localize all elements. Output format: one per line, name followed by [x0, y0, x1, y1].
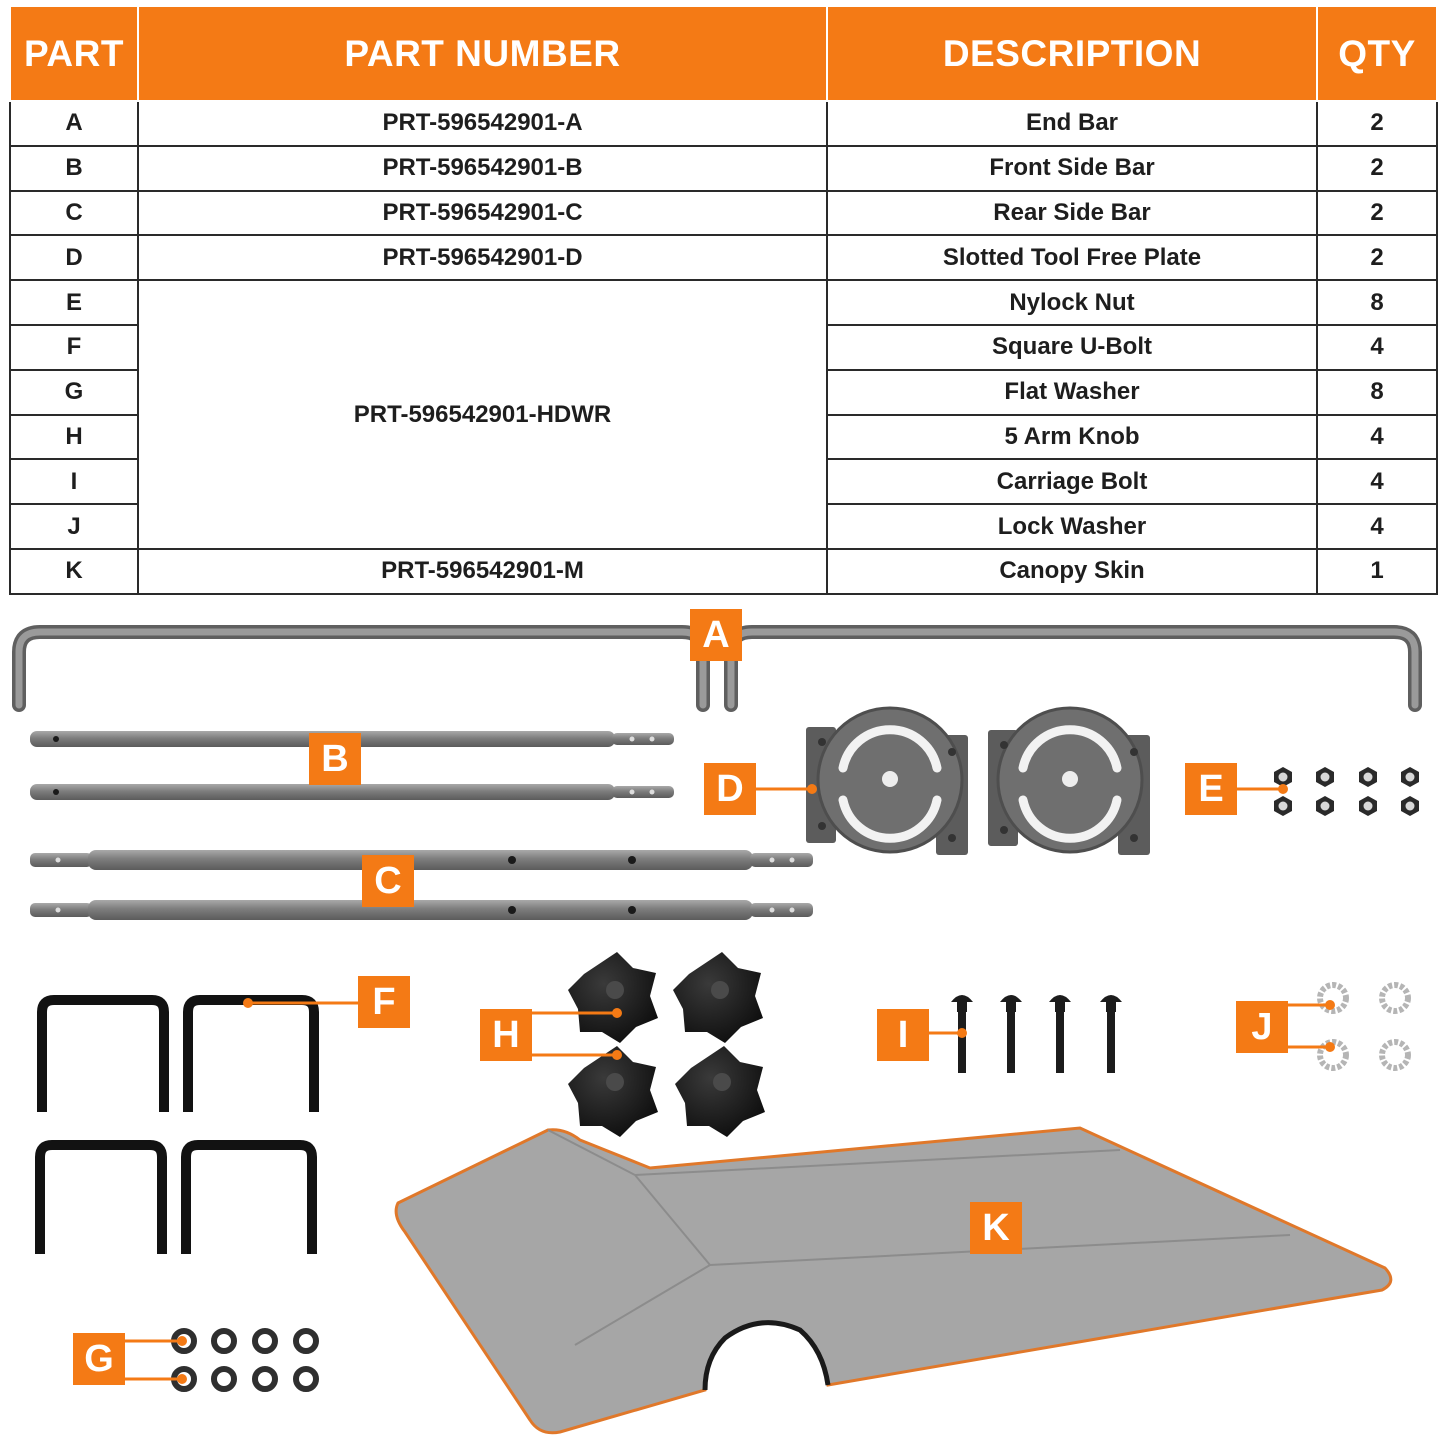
cell-qty: 8: [1317, 280, 1437, 325]
label-j: J: [1236, 1001, 1288, 1053]
cell-description: Slotted Tool Free Plate: [827, 235, 1317, 280]
slotted-plate-2: [988, 708, 1150, 855]
cell-part: G: [10, 370, 138, 415]
nylock-nut: [1274, 796, 1292, 816]
cell-part-number: PRT-596542901-A: [138, 101, 827, 146]
flat-washer: [255, 1331, 275, 1351]
cell-description: Flat Washer: [827, 370, 1317, 415]
cell-description: Canopy Skin: [827, 549, 1317, 594]
arm-knob: [673, 952, 763, 1043]
u-bolt: [186, 1145, 312, 1254]
cell-description: Square U-Bolt: [827, 325, 1317, 370]
cell-part-number-merged: PRT-596542901-HDWR: [138, 280, 827, 549]
flat-washer: [214, 1331, 234, 1351]
label-i: I: [877, 1009, 929, 1061]
header-description: DESCRIPTION: [827, 6, 1317, 101]
cell-qty: 2: [1317, 146, 1437, 191]
cell-part-number: PRT-596542901-B: [138, 146, 827, 191]
lock-washer: [1382, 1042, 1408, 1068]
cell-description: 5 Arm Knob: [827, 415, 1317, 460]
cell-part-number: PRT-596542901-D: [138, 235, 827, 280]
cell-description: Carriage Bolt: [827, 459, 1317, 504]
header-part: PART: [10, 6, 138, 101]
lock-washer: [1382, 985, 1408, 1011]
cell-qty: 2: [1317, 191, 1437, 236]
arm-knob: [568, 1046, 658, 1137]
flat-washer: [296, 1369, 316, 1389]
cell-part-number: PRT-596542901-C: [138, 191, 827, 236]
cell-part: H: [10, 415, 138, 460]
lock-washers: [1320, 985, 1408, 1068]
cell-part: K: [10, 549, 138, 594]
cell-qty: 2: [1317, 101, 1437, 146]
flat-washer: [255, 1369, 275, 1389]
cell-description: End Bar: [827, 101, 1317, 146]
end-bar-left: [19, 632, 703, 705]
u-bolt: [42, 1000, 164, 1112]
carriage-bolt: [1000, 995, 1022, 1073]
header-part-number: PART NUMBER: [138, 6, 827, 101]
u-bolts: [40, 1000, 314, 1254]
label-g: G: [73, 1333, 125, 1385]
arm-knob: [675, 1046, 765, 1137]
cell-part: J: [10, 504, 138, 549]
nylock-nut: [1359, 796, 1377, 816]
label-c: C: [362, 855, 414, 907]
carriage-bolt: [1049, 995, 1071, 1073]
rear-side-bar-1: [30, 850, 813, 870]
cell-description: Front Side Bar: [827, 146, 1317, 191]
slotted-plate-1: [806, 708, 968, 855]
label-f: F: [358, 976, 410, 1028]
end-bar-right: [731, 632, 1415, 705]
canopy-skin: [396, 1128, 1391, 1433]
cell-part: A: [10, 101, 138, 146]
rear-side-bar-2: [30, 900, 813, 920]
cell-part: I: [10, 459, 138, 504]
cell-part-number: PRT-596542901-M: [138, 549, 827, 594]
cell-qty: 1: [1317, 549, 1437, 594]
cell-part: F: [10, 325, 138, 370]
label-k: K: [970, 1202, 1022, 1254]
u-bolt: [188, 1000, 314, 1112]
nylock-nuts: [1274, 767, 1419, 816]
carriage-bolt: [1100, 995, 1122, 1073]
cell-qty: 4: [1317, 415, 1437, 460]
cell-description: Nylock Nut: [827, 280, 1317, 325]
flat-washer: [214, 1369, 234, 1389]
cell-part: C: [10, 191, 138, 236]
cell-qty: 2: [1317, 235, 1437, 280]
cell-qty: 8: [1317, 370, 1437, 415]
flat-washer: [296, 1331, 316, 1351]
carriage-bolts: [951, 995, 1122, 1073]
cell-part: D: [10, 235, 138, 280]
cell-qty: 4: [1317, 459, 1437, 504]
arm-knob: [568, 952, 658, 1043]
nylock-nut: [1401, 796, 1419, 816]
cell-part: E: [10, 280, 138, 325]
cell-description: Rear Side Bar: [827, 191, 1317, 236]
label-a: A: [690, 609, 742, 661]
nylock-nut: [1316, 796, 1334, 816]
cell-qty: 4: [1317, 504, 1437, 549]
cell-qty: 4: [1317, 325, 1437, 370]
cell-description: Lock Washer: [827, 504, 1317, 549]
nylock-nut: [1316, 767, 1334, 787]
cell-part: B: [10, 146, 138, 191]
label-e: E: [1185, 763, 1237, 815]
nylock-nut: [1359, 767, 1377, 787]
arm-knobs: [568, 952, 765, 1137]
nylock-nut: [1401, 767, 1419, 787]
u-bolt: [40, 1145, 162, 1254]
front-side-bar-2: [30, 784, 674, 800]
label-d: D: [704, 763, 756, 815]
label-b: B: [309, 733, 361, 785]
flat-washers: [174, 1331, 316, 1389]
label-h: H: [480, 1009, 532, 1061]
header-qty: QTY: [1317, 6, 1437, 101]
